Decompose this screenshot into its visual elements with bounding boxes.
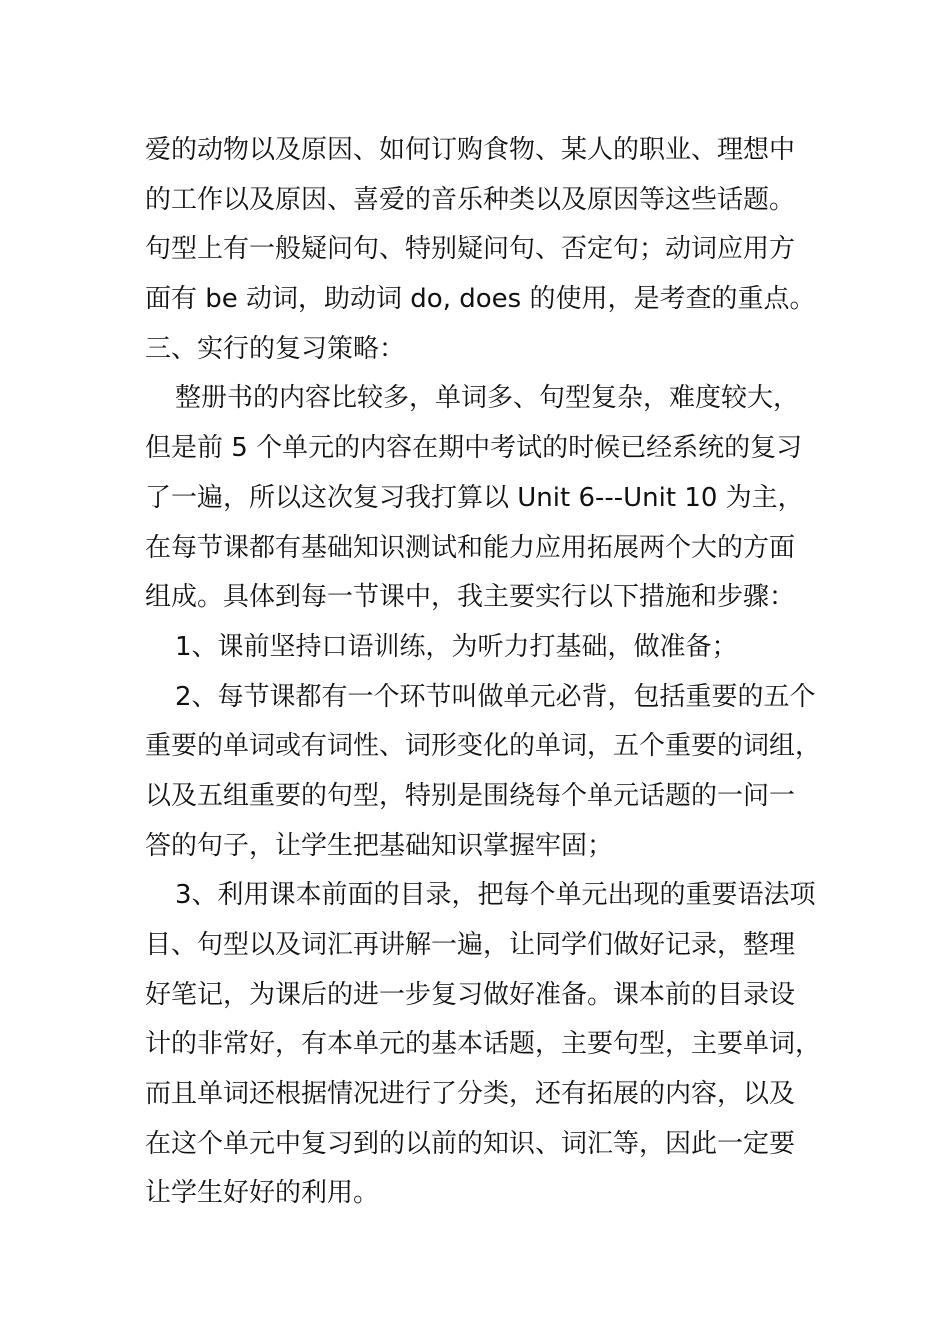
text-line: 在这个单元中复习到的以前的知识、词汇等，因此一定要 <box>145 1128 796 1159</box>
text-line: 但是前 5 个单元的内容在期中考试的时候已经系统的复习 <box>145 433 803 464</box>
text-line: 让学生好好的利用。 <box>145 1178 380 1209</box>
text-line: 重要的单词或有词性、词形变化的单词，五个重要的词组， <box>145 731 822 762</box>
text-line: 面有 be 动词，助动词 do, does 的使用，是考查的重点。 <box>145 284 816 315</box>
section-heading: 三、实行的复习策略： <box>145 333 406 364</box>
text-line: 在每节课都有基础知识测试和能力应用拓展两个大的方面 <box>145 532 796 563</box>
text-line: 爱的动物以及原因、如何订购食物、某人的职业、理想中 <box>145 135 796 165</box>
text-line: 目、句型以及词汇再讲解一遍，让同学们做好记录，整理 <box>145 930 796 960</box>
text-line: 句型上有一般疑问句、特别疑问句、否定句；动词应用方 <box>145 234 796 265</box>
paragraph-start-line: 整册书的内容比较多，单词多、句型复杂，难度较大， <box>175 383 800 414</box>
text-line: 以及五组重要的句型，特别是围绕每个单元话题的一问一 <box>145 780 796 811</box>
text-line: 好笔记，为课后的进一步复习做好准备。课本前的目录设 <box>145 979 796 1010</box>
text-line: 了一遍，所以这次复习我打算以 Unit 6---Unit 10 为主， <box>145 482 804 513</box>
text-line: 答的句子，让学生把基础知识掌握牢固； <box>145 830 614 861</box>
list-item-1: 1、课前坚持口语训练，为听力打基础，做准备； <box>175 631 738 662</box>
text-line: 的工作以及原因、喜爱的音乐种类以及原因等这些话题。 <box>145 184 796 215</box>
list-item-3: 3、利用课本前面的目录，把每个单元出现的重要语法项 <box>175 880 816 911</box>
list-item-2: 2、每节课都有一个环节叫做单元必背，包括重要的五个 <box>175 681 816 712</box>
document-body <box>145 126 822 1219</box>
text-line: 计的非常好，有本单元的基本话题，主要句型，主要单词， <box>145 1029 822 1060</box>
text-line: 组成。具体到每一节课中，我主要实行以下措施和步骤： <box>145 582 796 613</box>
text-line: 而且单词还根据情况进行了分类，还有拓展的内容，以及 <box>145 1079 796 1110</box>
